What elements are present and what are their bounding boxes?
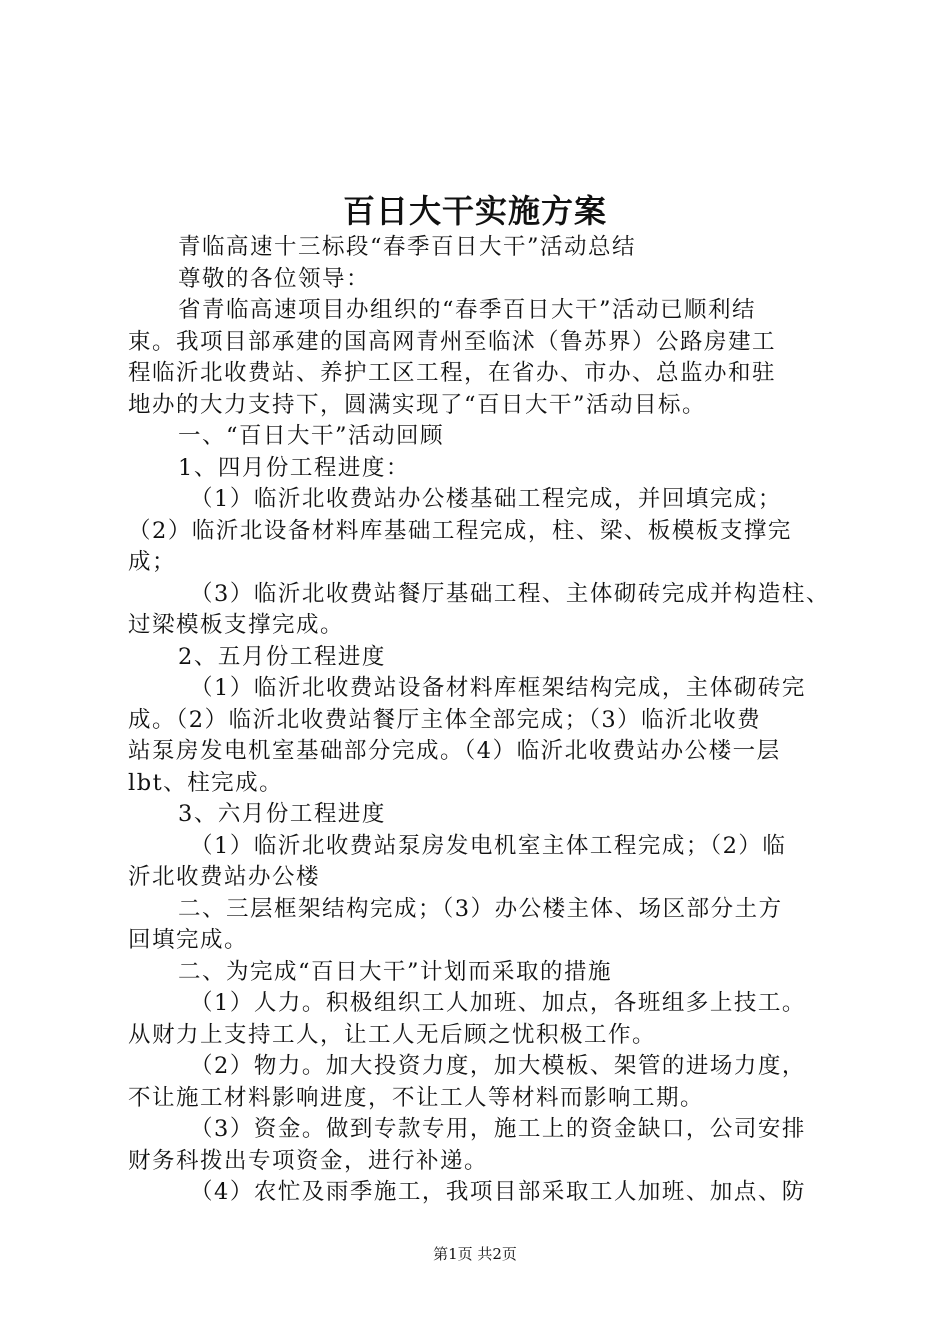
text-line: （1）人力。积极组织工人加班、加点，各班组多上技工。 — [190, 990, 806, 1016]
text-line: 成。（2）临沂北收费站餐厅主体全部完成；（3）临沂北收费 — [128, 706, 762, 733]
text-line: 青临高速十三标段“春季百日大干”活动总结 — [178, 234, 637, 260]
text-line: 二、为完成“百日大干”计划而采取的措施 — [178, 958, 613, 985]
text-line: 成； — [128, 549, 177, 575]
text-line: 尊敬的各位领导： — [178, 265, 371, 292]
text-line: 从财力上支持工人，让工人无后顾之忧积极工作。 — [128, 1021, 657, 1048]
text-line: 地办的大力支持下，圆满实现了“百日大干”活动目标。 — [128, 391, 707, 418]
text-line: 程临沂北收费站、养护工区工程，在省办、市办、总监办和驻 — [128, 360, 777, 386]
text-line: 站泵房发电机室基础部分完成。（4）临沂北收费站办公楼一层 — [128, 738, 781, 764]
text-line: 过梁模板支撑完成。 — [128, 612, 345, 638]
text-line: （4）农忙及雨季施工，我项目部采取工人加班、加点、防 — [190, 1179, 806, 1205]
text-line: lbt、柱完成。 — [128, 769, 284, 796]
text-line: 1、四月份工程进度： — [178, 454, 410, 481]
page-footer: 第1页 共2页 — [433, 1245, 517, 1263]
text-line: 财务科拨出专项资金，进行补递。 — [128, 1147, 489, 1174]
text-line: （3）临沂北收费站餐厅基础工程、主体砌砖完成并构造柱、 — [190, 580, 830, 607]
document-title: 百日大干实施方案 — [342, 192, 607, 230]
text-line: 省青临高速项目办组织的“春季百日大干”活动已顺利结 — [178, 297, 757, 323]
text-line: （3）资金。做到专款专用，施工上的资金缺口，公司安排 — [190, 1116, 806, 1142]
text-line: 不让施工材料影响进度，不让工人等材料而影响工期。 — [128, 1084, 705, 1111]
text-line: （1）临沂北收费站泵房发电机室主体工程完成；（2）临 — [190, 832, 787, 859]
text-line: 二、三层框架结构完成；（3）办公楼主体、场区部分土方 — [178, 895, 783, 922]
text-line: 一、“百日大干”活动回顾 — [178, 423, 445, 449]
text-line: （1）临沂北收费站设备材料库框架结构完成，主体砌砖完 — [190, 675, 806, 701]
text-line: 沂北收费站办公楼 — [128, 864, 321, 890]
text-line: 束。我项目部承建的国高网青州至临沭（鲁苏界）公路房建工 — [128, 328, 777, 355]
text-line: （2）物力。加大投资力度，加大模板、架管的进场力度， — [190, 1053, 806, 1079]
text-line: 2、五月份工程进度 — [178, 643, 386, 670]
text-line: 回填完成。 — [128, 927, 249, 953]
text-line: （2）临沂北设备材料库基础工程完成，柱、梁、板模板支撑完 — [128, 517, 792, 544]
text-line: （1）临沂北收费站办公楼基础工程完成，并回填完成； — [190, 486, 782, 512]
document-body — [128, 232, 838, 1209]
text-line: 3、六月份工程进度 — [178, 801, 386, 827]
